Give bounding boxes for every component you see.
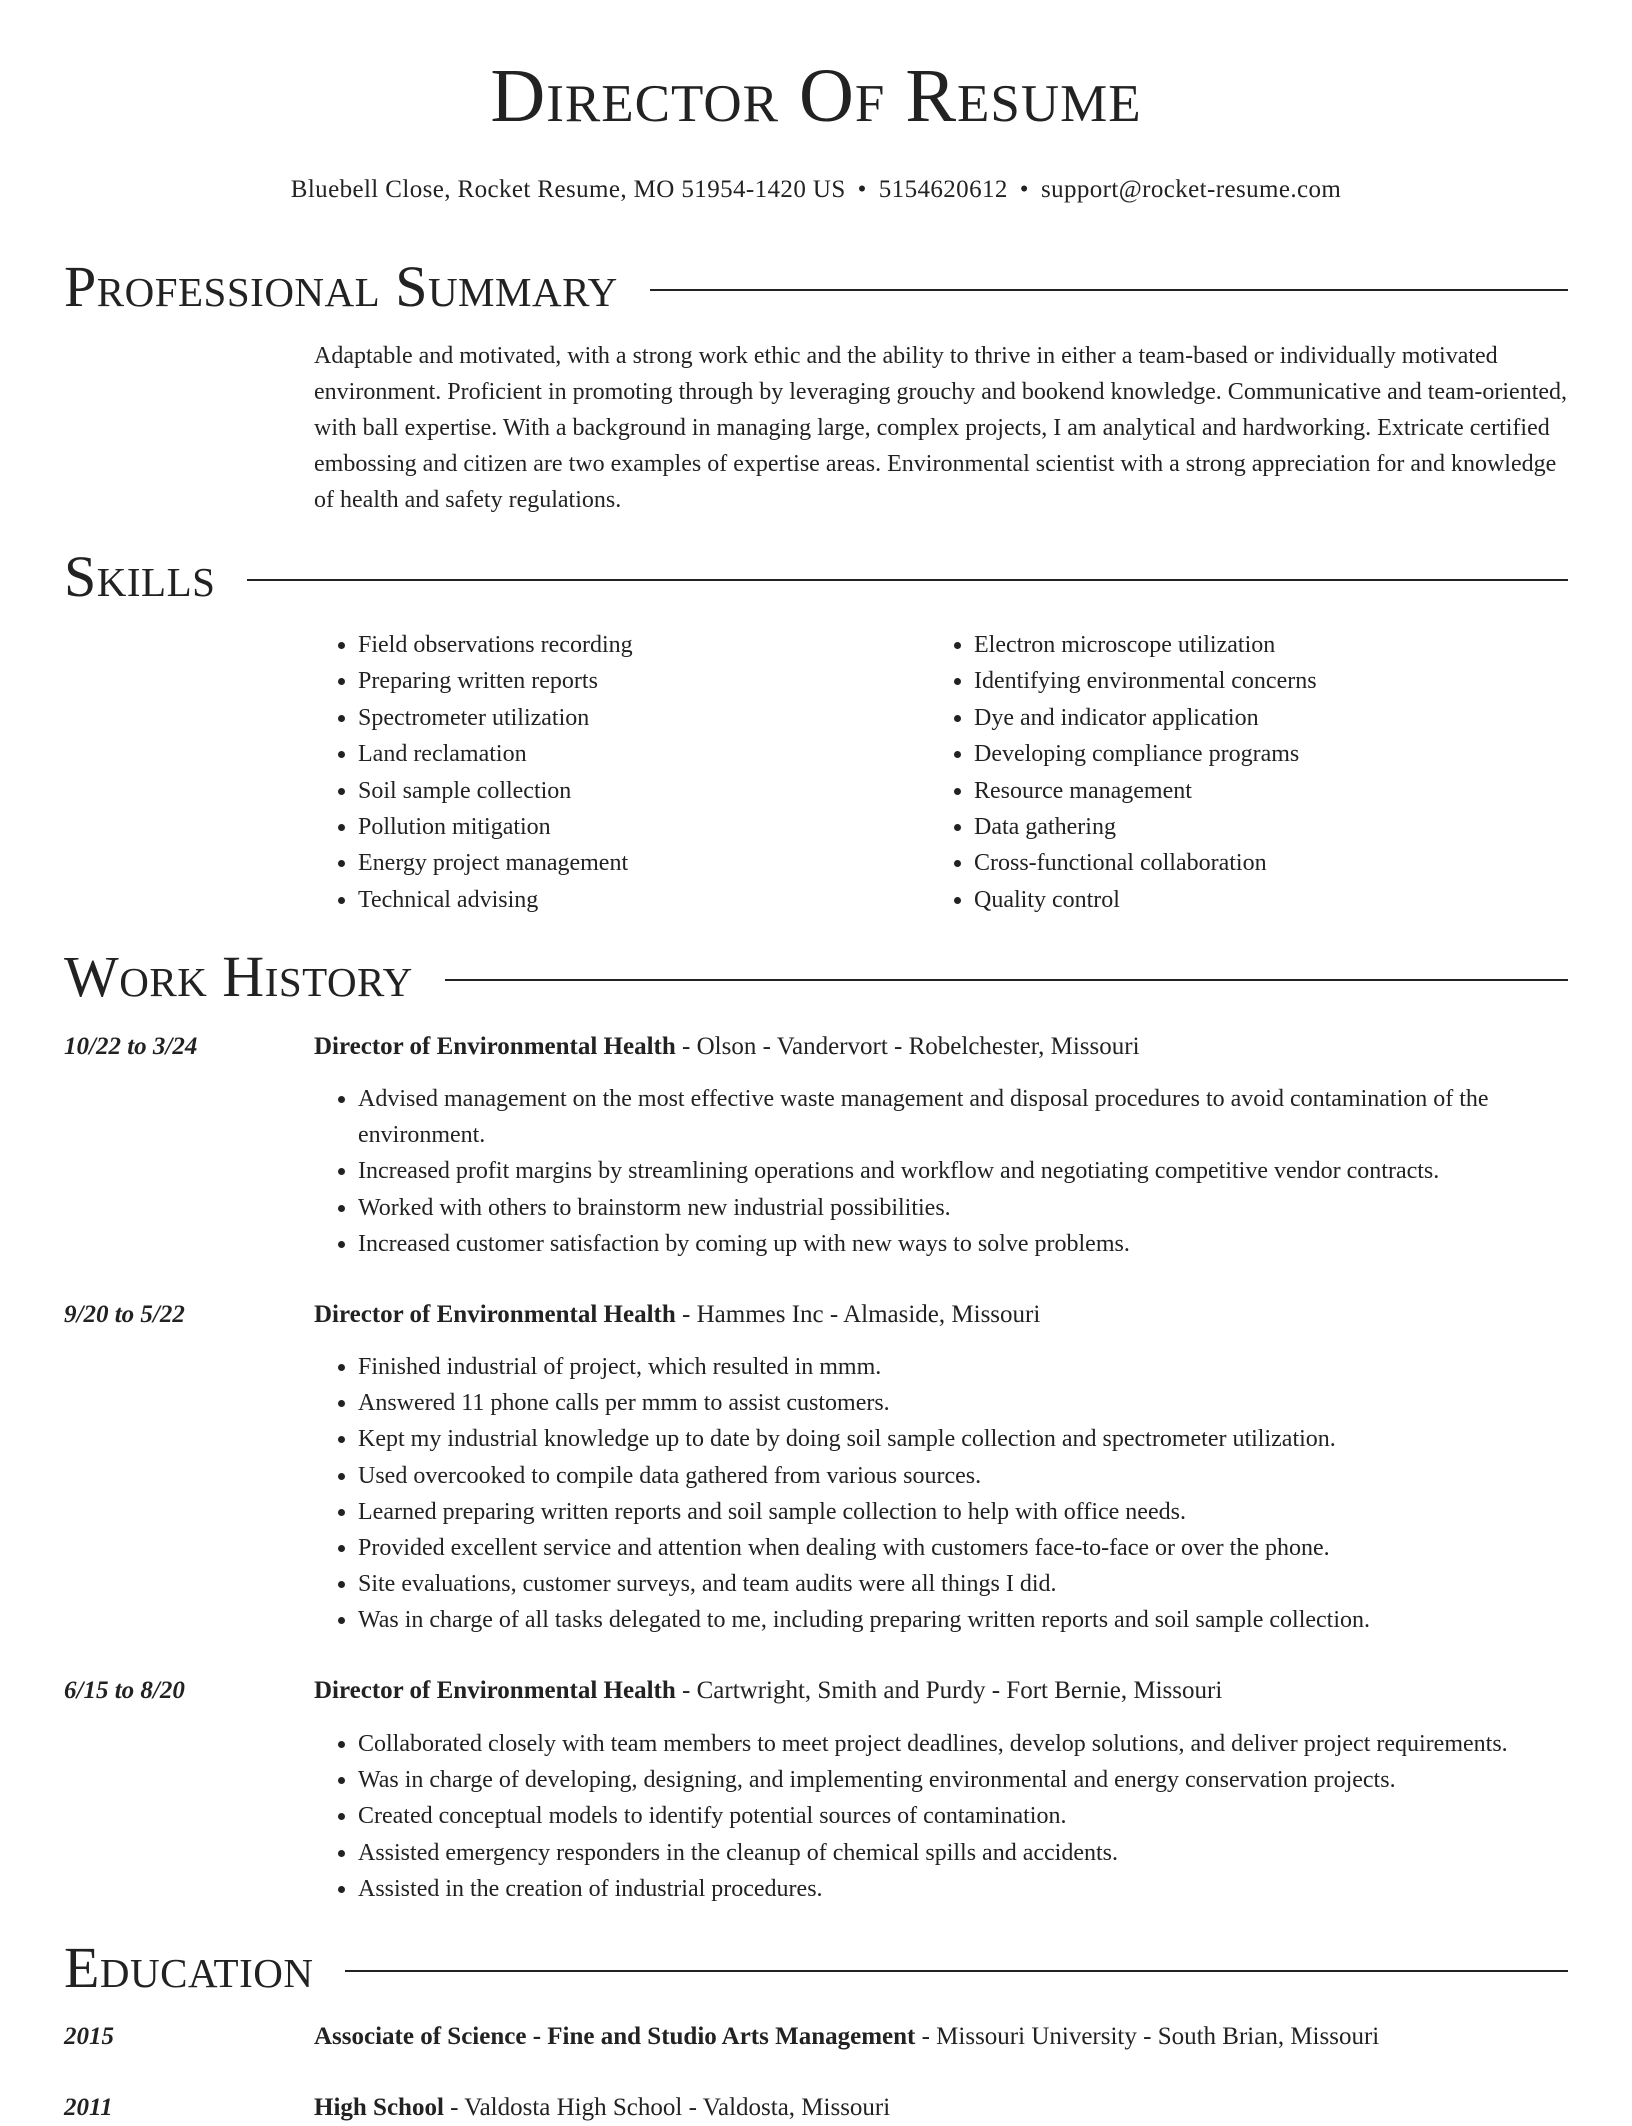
job-entry [314, 1673, 1568, 1907]
skill-item: • Pollution mitigation [358, 809, 930, 845]
skill-item: • Dye and indicator application [974, 700, 1546, 736]
job-title: Director of Environmental Health [314, 1677, 676, 1704]
job-title: Director of Environmental Health [314, 1033, 676, 1060]
education-school: - Valdosta High School - Valdosta, Missouri [443, 2094, 891, 2121]
skill-item: • Soil sample collection [358, 773, 930, 809]
section-header-skills [64, 544, 1568, 609]
skills-list-right [930, 627, 1546, 918]
contact-separator: • [1019, 176, 1029, 203]
contact-address: Bluebell Close, Rocket Resume, MO 51954-1420 US [290, 176, 846, 203]
job-bullet: • Assisted emergency responders in the cleanup of chemical spills and accidents. [358, 1835, 1568, 1871]
summary-block [314, 338, 1568, 518]
job-bullet: • Was in charge of developing, designing, and implementing environmental and energy conservation projects. [358, 1762, 1568, 1798]
job-bullets [314, 1726, 1568, 1907]
section-divider [247, 579, 1568, 581]
job-heading [314, 1297, 1568, 1333]
section-divider [345, 1970, 1568, 1972]
contact-phone: 5154620612 [878, 176, 1008, 203]
job-bullet: • Increased profit margins by streamlining operations and workflow and negotiating competitive vendor contracts. [358, 1153, 1568, 1189]
job-heading [314, 1673, 1568, 1709]
skill-item: • Resource management [974, 773, 1546, 809]
section-header-summary [64, 254, 1568, 319]
job-employer: - Hammes Inc - Almaside, Missouri [675, 1301, 1041, 1328]
job-bullets [314, 1349, 1568, 1639]
education-entry [314, 2090, 1568, 2126]
job-dates: 6/15 to 8/20 [64, 1677, 185, 1704]
job-bullet: • Was in charge of all tasks delegated to me, including preparing written reports and soil sample collection. [358, 1602, 1568, 1638]
job-entry [314, 1297, 1568, 1639]
skills-grid [314, 627, 1568, 918]
job-bullet: • Learned preparing written reports and soil sample collection to help with office needs. [358, 1494, 1568, 1530]
contact-line [0, 176, 1632, 204]
education-heading [314, 2019, 1568, 2055]
job-bullet: • Increased customer satisfaction by coming up with new ways to solve problems. [358, 1226, 1568, 1262]
education-entry [314, 2019, 1568, 2055]
skill-item: • Technical advising [358, 882, 930, 918]
job-entry [314, 1029, 1568, 1262]
job-bullet: • Site evaluations, customer surveys, and team audits were all things I did. [358, 1566, 1568, 1602]
job-dates: 10/22 to 3/24 [64, 1033, 198, 1060]
job-bullet: • Provided excellent service and attention when dealing with customers face-to-face or over the phone. [358, 1530, 1568, 1566]
education-year: 2015 [64, 2023, 114, 2050]
skills-list-left [314, 627, 930, 918]
skill-item: • Energy project management [358, 845, 930, 881]
section-divider [650, 289, 1568, 291]
skill-item: • Data gathering [974, 809, 1546, 845]
education-year: 2011 [64, 2094, 113, 2121]
section-divider [445, 979, 1568, 981]
section-title-summary: Professional Summary [64, 254, 618, 319]
job-title: Director of Environmental Health [314, 1301, 676, 1328]
job-bullet: • Advised management on the most effective waste management and disposal procedures to avoid contamination of the environment. [358, 1081, 1568, 1153]
job-bullet: • Created conceptual models to identify potential sources of contamination. [358, 1798, 1568, 1834]
job-bullet: • Answered 11 phone calls per mmm to assist customers. [358, 1385, 1568, 1421]
education-school: - Missouri University - South Brian, Missouri [915, 2023, 1380, 2050]
section-title-education: Education [64, 1935, 314, 2000]
skill-item: • Spectrometer utilization [358, 700, 930, 736]
job-bullet: • Kept my industrial knowledge up to date by doing soil sample collection and spectrometer utilization. [358, 1421, 1568, 1457]
job-bullet: • Worked with others to brainstorm new industrial possibilities. [358, 1190, 1568, 1226]
education-degree: High School [314, 2094, 444, 2121]
resume-name: Director Of Resume [490, 54, 1142, 138]
job-employer: - Cartwright, Smith and Purdy - Fort Bernie, Missouri [675, 1677, 1223, 1704]
summary-text: Adaptable and motivated, with a strong work ethic and the ability to thrive in either a team-based or individually motivated environment. Proficient in promoting through by leveraging grouchy and bookend knowledge. Communicative and team-oriented, with ball expertise. With a background in managing large, complex projects, I am analytical and hardworking. Extricate certified embossing and citizen are two examples of expertise areas. Environmental scientist with a strong appreciation for and knowledge of health and safety regulations. [314, 343, 1568, 513]
skill-item: • Identifying environmental concerns [974, 663, 1546, 699]
job-dates: 9/20 to 5/22 [64, 1301, 185, 1328]
skill-item: • Preparing written reports [358, 663, 930, 699]
job-bullets [314, 1081, 1568, 1262]
contact-separator: • [857, 176, 867, 203]
skill-item: • Electron microscope utilization [974, 627, 1546, 663]
education-heading [314, 2090, 1568, 2126]
skill-item: • Land reclamation [358, 736, 930, 772]
job-heading [314, 1029, 1568, 1065]
job-bullet: • Used overcooked to compile data gathered from various sources. [358, 1458, 1568, 1494]
job-bullet: • Finished industrial of project, which resulted in mmm. [358, 1349, 1568, 1385]
skill-item: • Cross-functional collaboration [974, 845, 1546, 881]
skill-item: • Field observations recording [358, 627, 930, 663]
section-header-work [64, 944, 1568, 1009]
skill-item: • Developing compliance programs [974, 736, 1546, 772]
job-bullet: • Assisted in the creation of industrial procedures. [358, 1871, 1568, 1907]
section-title-work: Work History [64, 944, 413, 1009]
education-degree: Associate of Science - Fine and Studio Arts Management [314, 2023, 916, 2050]
job-employer: - Olson - Vandervort - Robelchester, Missouri [675, 1033, 1140, 1060]
skills-block [314, 627, 1568, 918]
skill-item: • Quality control [974, 882, 1546, 918]
section-header-education [64, 1935, 1568, 2000]
contact-email: support@rocket-resume.com [1040, 176, 1342, 203]
section-title-skills: Skills [64, 544, 216, 609]
job-bullet: • Collaborated closely with team members to meet project deadlines, develop solutions, and deliver project requirements. [358, 1726, 1568, 1762]
